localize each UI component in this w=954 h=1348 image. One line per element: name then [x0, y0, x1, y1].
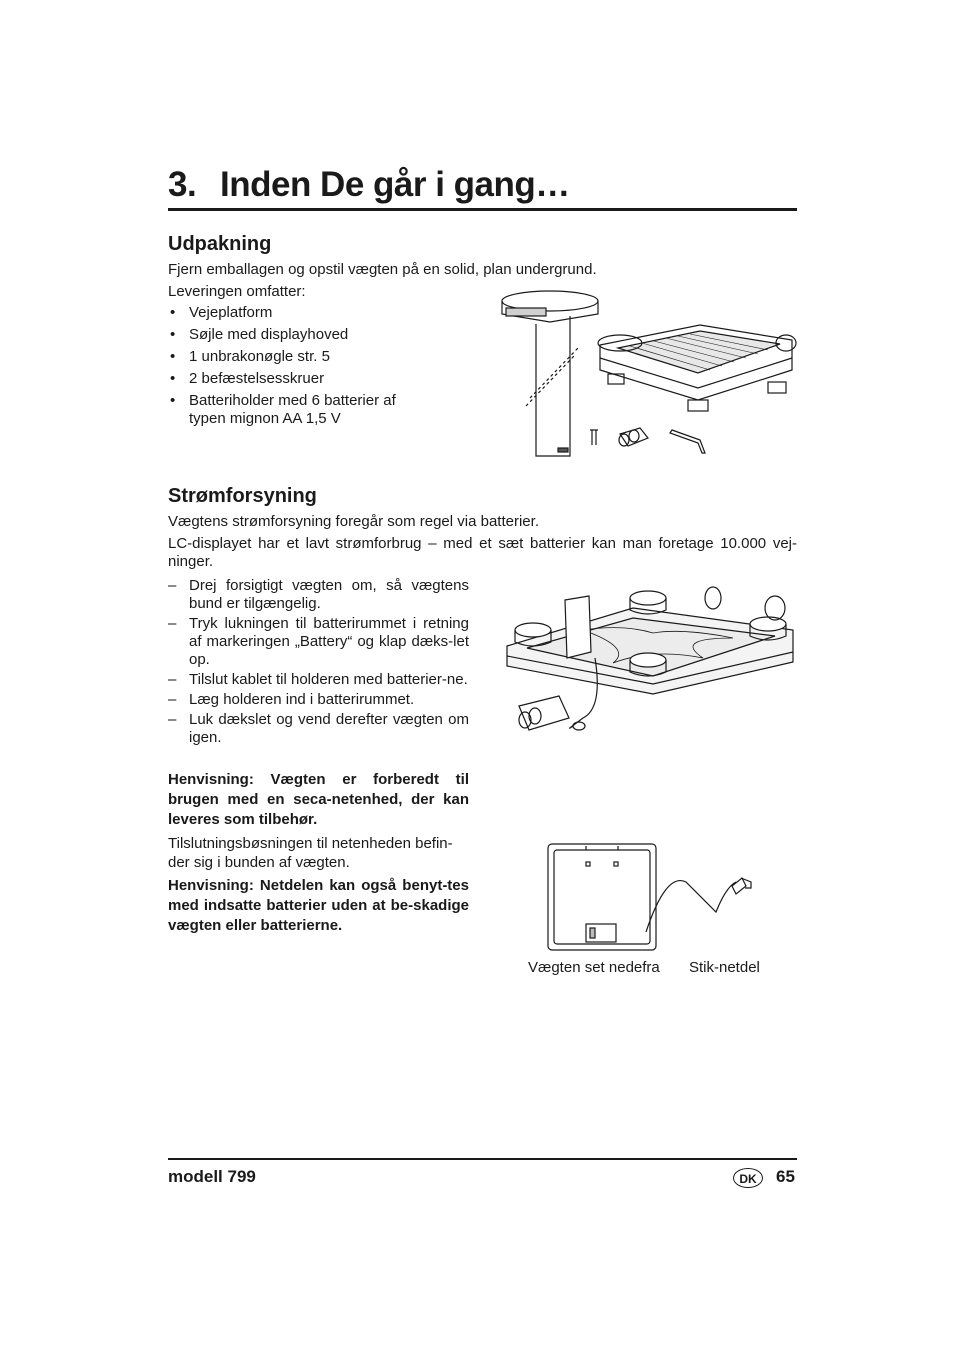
delivery-label: Leveringen omfatter:	[168, 283, 306, 300]
list-item: – Tilslut kablet til holderen med batterier-ne.	[168, 671, 469, 689]
chapter-title-text: Inden De går i gang…	[220, 165, 570, 204]
footer-rule	[168, 1158, 797, 1160]
udpakning-intro: Fjern emballagen og opstil vægten på en solid, plan undergrund.	[168, 261, 597, 278]
section-heading-udpakning: Udpakning	[168, 233, 272, 255]
delivery-list	[168, 304, 428, 432]
chapter-title	[168, 165, 570, 205]
footer-model: modell 799	[168, 1167, 256, 1186]
list-item: • 1 unbrakonøgle str. 5	[168, 348, 428, 366]
note-seca-adapter: Henvisning: Vægten er forberedt til brugen med en seca-netenhed, der kan leveres som tilbehør.	[168, 771, 469, 828]
battery-compartment-illustration	[503, 588, 798, 748]
list-item: – Læg holderen ind i batterirummet.	[168, 691, 469, 709]
page-number: 65	[776, 1167, 795, 1186]
list-item: – Luk dækslet og vend derefter vægten om igen.	[168, 711, 469, 747]
note-batteries: Henvisning: Netdelen kan også benyt-tes med indsatte batterier uden at be-skadige vægten eller batterierne.	[168, 877, 469, 934]
steps-list	[168, 577, 469, 749]
scale-parts-illustration	[500, 288, 800, 463]
caption-adapter: Stik-netdel	[689, 959, 760, 976]
list-item: • Søjle med displayhoved	[168, 326, 428, 344]
socket-location-text: Tilslutningsbøsningen til netenheden befin-der sig i bunden af vægten.	[168, 835, 453, 871]
bottom-view-illustration	[546, 842, 776, 954]
power-line-2: LC-displayet har et lavt strømforbrug – med et sæt batterier kan man foretage 10.000 vej-ninger.	[168, 535, 797, 570]
list-item: – Drej forsigtigt vægten om, så vægtens bund er tilgængelig.	[168, 577, 469, 613]
chapter-number: 3.	[168, 165, 197, 204]
section-heading-stromforsyning: Strømforsyning	[168, 485, 317, 507]
power-line-1: Vægtens strømforsyning foregår som regel via batterier.	[168, 513, 539, 530]
title-rule	[168, 208, 797, 211]
list-item: • 2 befæstelsesskruer	[168, 370, 428, 388]
caption-bottom-view: Vægten set nedefra	[528, 959, 660, 976]
list-item: – Tryk lukningen til batterirummet i retning af markeringen „Battery“ og klap dæks-let op.	[168, 615, 469, 669]
list-item: • Vejeplatform	[168, 304, 428, 322]
list-item: • Batteriholder med 6 batterier af typen mignon AA 1,5 V	[168, 392, 414, 428]
language-badge: DK	[733, 1168, 763, 1188]
